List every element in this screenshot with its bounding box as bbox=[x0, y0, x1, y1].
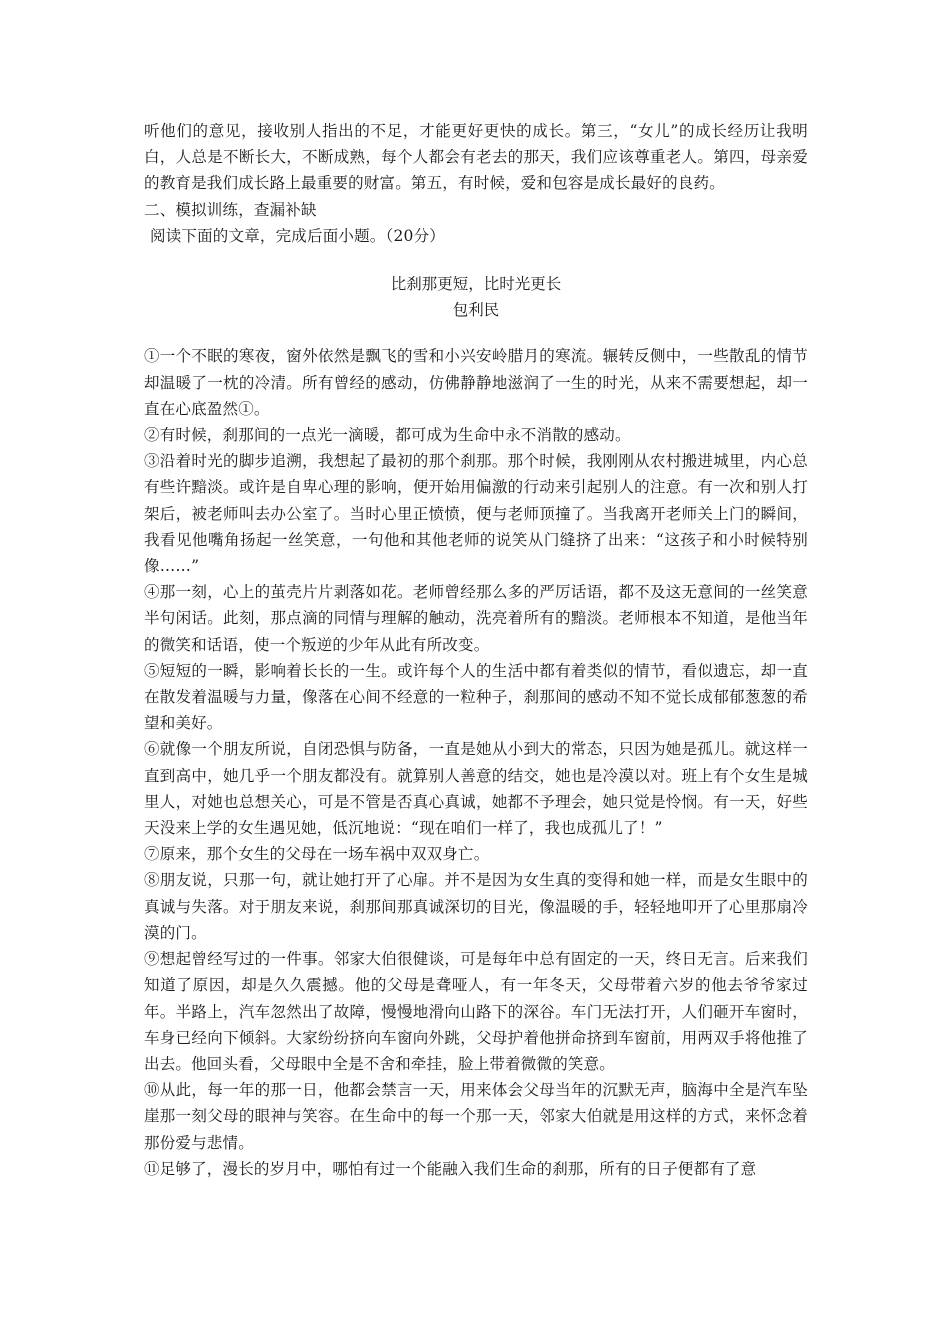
article-paragraph-11: ⑪足够了，漫长的岁月中，哪怕有过一个能融入我们生命的刹那，所有的日子便都有了意 bbox=[144, 1159, 757, 1178]
article-paragraph-9: ⑨想起曾经写过的一件事。邻家大伯很健谈，可是每年中总有固定的一天，终日无言。后来我们知道了原因，却是久久震撼。他的父母是聋哑人，有一年冬天，父母带着六岁的他去爷爷家过年。半路上，汽车忽然出了故障，慢慢地滑向山路下的深谷。车门无法打开，人们砸开车窗时，车身已经向下倾斜。大家纷纷挤向车窗向外跳，父母护着他拼命挤到车窗前，用两双手将他推了出去。他回头看，父母眼中全是不舍和牵挂，脸上带着微微的笑意。 bbox=[144, 950, 808, 1073]
article-paragraph-4: ④那一刻，心上的茧壳片片剥落如花。老师曾经那么多的严厉话语，都不及这无意间的一丝笑意半句闲话。此刻，那点滴的同情与理解的触动，洗亮着所有的黯淡。老师根本不知道，是他当年的微笑和话语，使一个叛逆的少年从此有所改变。 bbox=[144, 583, 808, 654]
section-heading: 二、模拟训练，查漏补缺 bbox=[144, 200, 317, 219]
article-title: 比刹那更短，比时光更长 bbox=[390, 275, 562, 294]
article-body bbox=[144, 343, 808, 1182]
article-paragraph-7: ⑦原来，那个女生的父母在一场车祸中双双身亡。 bbox=[144, 845, 490, 864]
article-paragraph-5: ⑤短短的一瞬，影响着长长的一生。或许每个人的生活中都有着类似的情节，看似遗忘，却一直在散发着温暖与力量，像落在心间不经意的一粒种子，刹那间的感动不知不觉长成郁郁葱葱的希望和美好。 bbox=[144, 661, 808, 733]
article-paragraph-3: ③沿着时光的脚步追溯，我想起了最初的那个刹那。那个时候，我刚刚从农村搬进城里，内心总有些许黯淡。或许是自卑心理的影响，便开始用偏激的行动来引起别人的注意。有一次和别人打架后，被老师叫去办公室了。当时心里正愤愤，便与老师顶撞了。当我离开老师关上门的瞬间，我看见他嘴角扬起一丝笑意，一句他和其他老师的说笑从门缝挤了出来：“这孩子和小时候特别像……” bbox=[144, 452, 808, 576]
article-paragraph-8: ⑧朋友说，只那一句，就让她打开了心扉。并不是因为女生真的变得和她一样，而是女生眼中的真诚与失落。对于朋友来说，刹那间那真诚深切的目光，像温暖的手，轻轻地叩开了心里那扇冷漠的门。 bbox=[144, 871, 808, 942]
article-paragraph-10: ⑩从此，每一年的那一日，他都会禁言一天，用来体会父母当年的沉默无声，脑海中全是汽车坠崖那一刻父母的眼神与笑容。在生命中的每一个那一天，邻家大伯就是用这样的方式，来怀念着那份爱与悲情。 bbox=[144, 1081, 808, 1152]
reading-instruction: 阅读下面的文章，完成后面小题。（20分） bbox=[150, 226, 445, 245]
article-paragraph-2: ②有时候，刹那间的一点光一滴暖，都可成为生命中永不消散的感动。 bbox=[144, 426, 631, 445]
article-paragraph-1: ①一个不眠的寒夜，窗外依然是飘飞的雪和小兴安岭腊月的寒流。辗转反侧中，一些散乱的情节却温暖了一枕的冷清。所有曾经的感动，仿佛静静地滋润了一生的时光，从来不需要想起，却一直在心底盈然①。 bbox=[144, 347, 808, 418]
article-header bbox=[144, 271, 808, 323]
article-paragraph-6: ⑥就像一个朋友所说，自闭恐惧与防备，一直是她从小到大的常态，只因为她是孤儿。就这样一直到高中，她几乎一个朋友都没有。就算别人善意的结交，她也是冷漠以对。班上有个女生是城里人，对她也总想关心，可是不管是否真心真诚，她都不予理会，她只觉是怜悯。有一天，好些天没来上学的女生遇见她，低沉地说：“现在咱们一样了，我也成孤儿了！” bbox=[144, 740, 808, 838]
intro-paragraph: 听他们的意见，接收别人指出的不足，才能更好更快的成长。第三，“女儿”的成长经历让我明白，人总是不断长大，不断成熟，每个人都会有老去的那天，我们应该尊重老人。第四，母亲爱的教育是我们成长路上最重要的财富。第五，有时候，爱和包容是成长最好的良药。 bbox=[144, 122, 808, 193]
article-author: 包利民 bbox=[452, 301, 500, 320]
document-page bbox=[144, 118, 808, 1182]
